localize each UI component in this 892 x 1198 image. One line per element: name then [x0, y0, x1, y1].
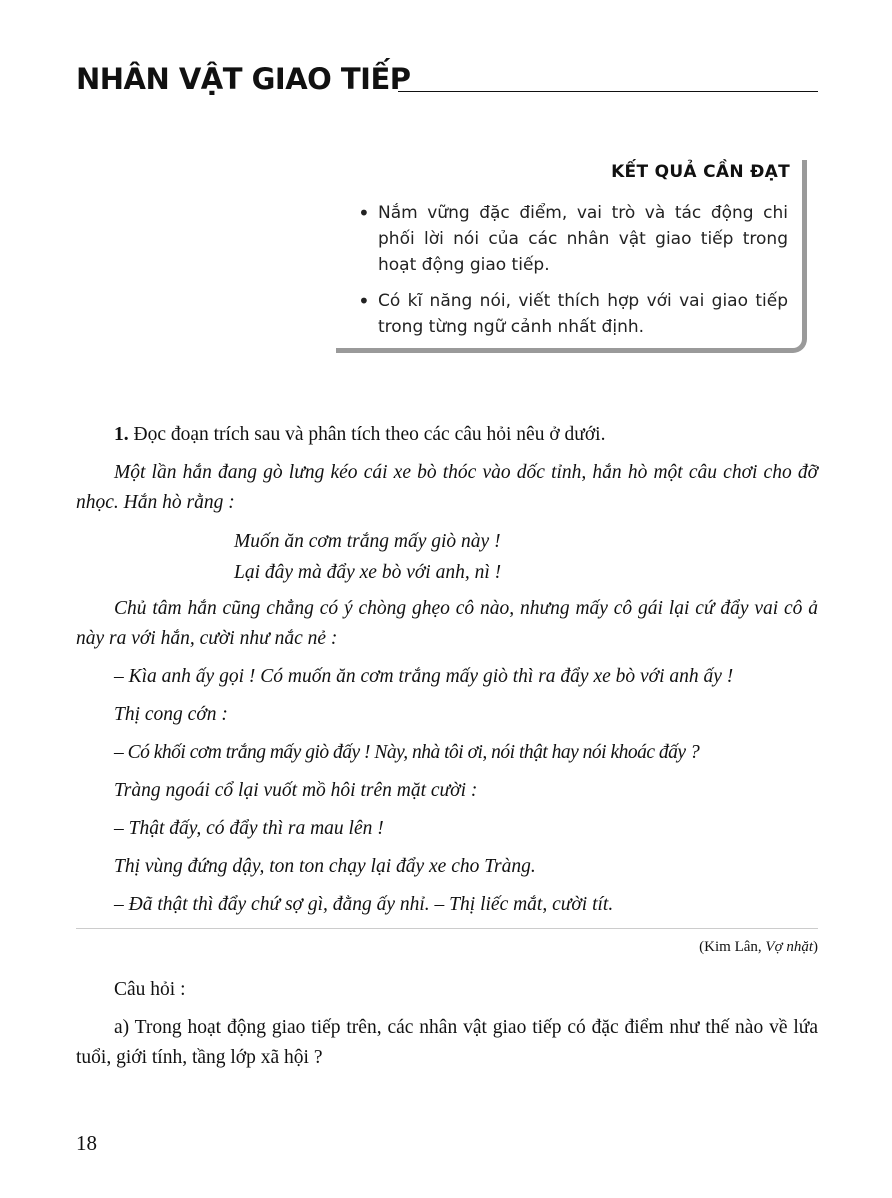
- excerpt-paragraph: Chủ tâm hắn cũng chẳng có ý chòng ghẹo cô nào, nhưng mấy cô gái lại cứ đẩy vai cô ả này ra với hắn, cười như nắc nẻ :: [76, 598, 818, 649]
- poem: [234, 526, 818, 588]
- excerpt-intro: Một lần hắn đang gò lưng kéo cái xe bò thóc vào dốc tỉnh, hắn hò một câu chơi cho đỡ nhọc. Hắn hò rằng :: [76, 462, 818, 513]
- excerpt-paragraph: Tràng ngoái cổ lại vuốt mồ hôi trên mặt cười :: [114, 780, 478, 801]
- exercise-instruction: [76, 420, 818, 450]
- source-work: Vợ nhặt: [765, 939, 813, 955]
- title-row: [76, 62, 818, 102]
- page-number: 18: [76, 1131, 97, 1155]
- questions-label: Câu hỏi :: [114, 979, 186, 1000]
- excerpt-paragraph: – Đã thật thì đẩy chứ sợ gì, đằng ấy nhỉ. – Thị liếc mắt, cười tít.: [114, 894, 614, 915]
- goals-heading: KẾT QUẢ CẦN ĐẠT: [611, 162, 790, 182]
- excerpt-paragraph: – Kìa anh ấy gọi ! Có muốn ăn cơm trắng mấy giò thì ra đẩy xe bò với anh ấy !: [114, 666, 734, 687]
- excerpt-paragraph: Thị cong cớn :: [114, 704, 228, 725]
- exercise-number: 1.: [114, 424, 129, 445]
- goals-list: [358, 200, 788, 350]
- page-title: NHÂN VẬT GIAO TIẾP: [76, 62, 411, 96]
- excerpt-paragraph: – Có khối cơm trắng mấy giò đấy ! Này, nhà tôi ơi, nói thật hay nói khoác đấy ?: [114, 742, 700, 763]
- source-divider: [76, 928, 818, 929]
- excerpt-source: [76, 933, 818, 961]
- source-author: (Kim Lân,: [699, 939, 766, 955]
- excerpt-paragraph: – Thật đấy, có đẩy thì ra mau lên !: [114, 818, 384, 839]
- goal-item: • Có kĩ năng nói, viết thích hợp với vai giao tiếp trong từng ngữ cảnh nhất định.: [358, 288, 788, 340]
- source-close: ): [813, 939, 818, 955]
- title-underline: [398, 91, 818, 92]
- poem-line: Muốn ăn cơm trắng mấy giò này !: [234, 531, 501, 552]
- poem-line: Lại đây mà đẩy xe bò với anh, nì !: [234, 562, 502, 583]
- exercise-text: Đọc đoạn trích sau và phân tích theo các câu hỏi nêu ở dưới.: [133, 424, 606, 445]
- excerpt-paragraph: Thị vùng đứng dậy, ton ton chạy lại đẩy xe cho Tràng.: [114, 856, 536, 877]
- main-content: [76, 420, 818, 1081]
- goal-item: • Nắm vững đặc điểm, vai trò và tác động chi phối lời nói của các nhân vật giao tiếp trong hoạt động giao tiếp.: [358, 200, 788, 278]
- learning-goals-box: [336, 160, 807, 353]
- question-a: a) Trong hoạt động giao tiếp trên, các nhân vật giao tiếp có đặc điểm như thế nào về lứa tuổi, giới tính, tầng lớp xã hội ?: [76, 1017, 818, 1068]
